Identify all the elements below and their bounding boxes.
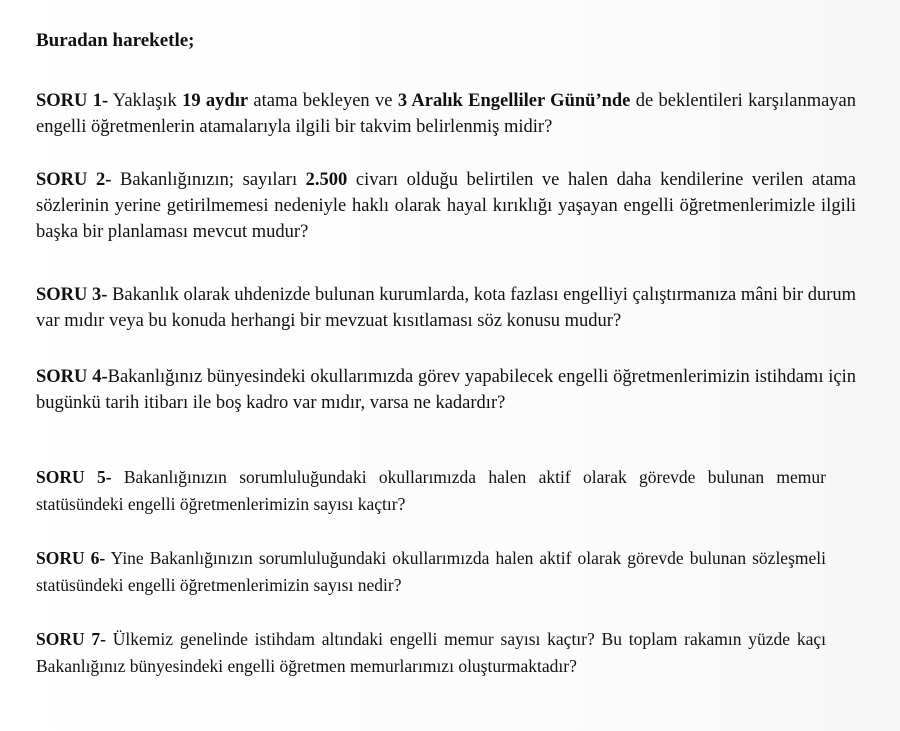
question-label: SORU 3- (36, 285, 108, 305)
question-3 (36, 282, 856, 334)
question-text: atama bekleyen ve (248, 91, 398, 111)
question-label: SORU 5- (36, 467, 112, 487)
document-heading: Buradan hareketle; (36, 30, 195, 51)
question-text: Yine Bakanlığınızın sorumluluğundaki okullarımızda halen aktif olarak görevde bulunan sözleşmeli statüsündeki engelli öğretmenlerimizin sayısı nedir? (36, 548, 826, 595)
question-1 (36, 88, 856, 140)
question-text: Ülkemiz genelinde istihdam altındaki engelli memur sayısı kaçtır? Bu toplam rakamın yüzde kaçı Bakanlığınız bünyesindeki engelli öğretmen memurlarımızı oluşturmaktadır? (36, 629, 827, 676)
question-4 (36, 364, 856, 416)
question-6 (36, 545, 826, 599)
question-text: Bakanlığınızın; sayıları (111, 170, 306, 190)
question-emphasis: 3 Aralık Engelliler Günü’nde (397, 91, 631, 111)
question-label: SORU 1- (36, 91, 109, 111)
question-emphasis: 2.500 (305, 170, 348, 190)
question-label: SORU 2- (36, 170, 112, 190)
question-text: Yaklaşık (108, 91, 183, 111)
question-label: SORU 7- (36, 629, 106, 649)
question-text: civarı olduğu belirtilen ve halen daha kendilerine verilen atama sözlerinin yerine getirilmemesi nedeniyle haklı olarak hayal kırıklığı yaşayan engelli öğretmenlerimizle ilgili başka bir planlaması mevcut mudur? (36, 170, 857, 242)
question-text: Bakanlık olarak uhdenizde bulunan kurumlarda, kota fazlası engelliyi çalıştırmanıza mâni bir durum var mıdır veya bu konuda herhangi bir mevzuat kısıtlaması söz konusu mudur? (36, 285, 857, 331)
question-text: Bakanlığınızın sorumluluğundaki okullarımızda halen aktif olarak görevde bulunan memur statüsündeki engelli öğretmenlerimizin sayısı kaçtır? (36, 467, 826, 514)
question-text: Bakanlığınız bünyesindeki okullarımızda görev yapabilecek engelli öğretmenlerimizin istihdamı için bugünkü tarih itibarı ile boş kadro var mıdır, varsa ne kadardır? (36, 367, 857, 413)
question-7 (36, 626, 826, 680)
question-label: SORU 4- (36, 367, 108, 387)
question-emphasis: 19 aydır (182, 91, 249, 111)
question-2 (36, 167, 856, 245)
question-text: de beklentileri karşılanmayan engelli öğretmenlerin atamalarıyla ilgili bir takvim belirlenmiş midir? (36, 91, 857, 137)
question-5 (36, 464, 826, 518)
question-label: SORU 6- (36, 548, 106, 568)
